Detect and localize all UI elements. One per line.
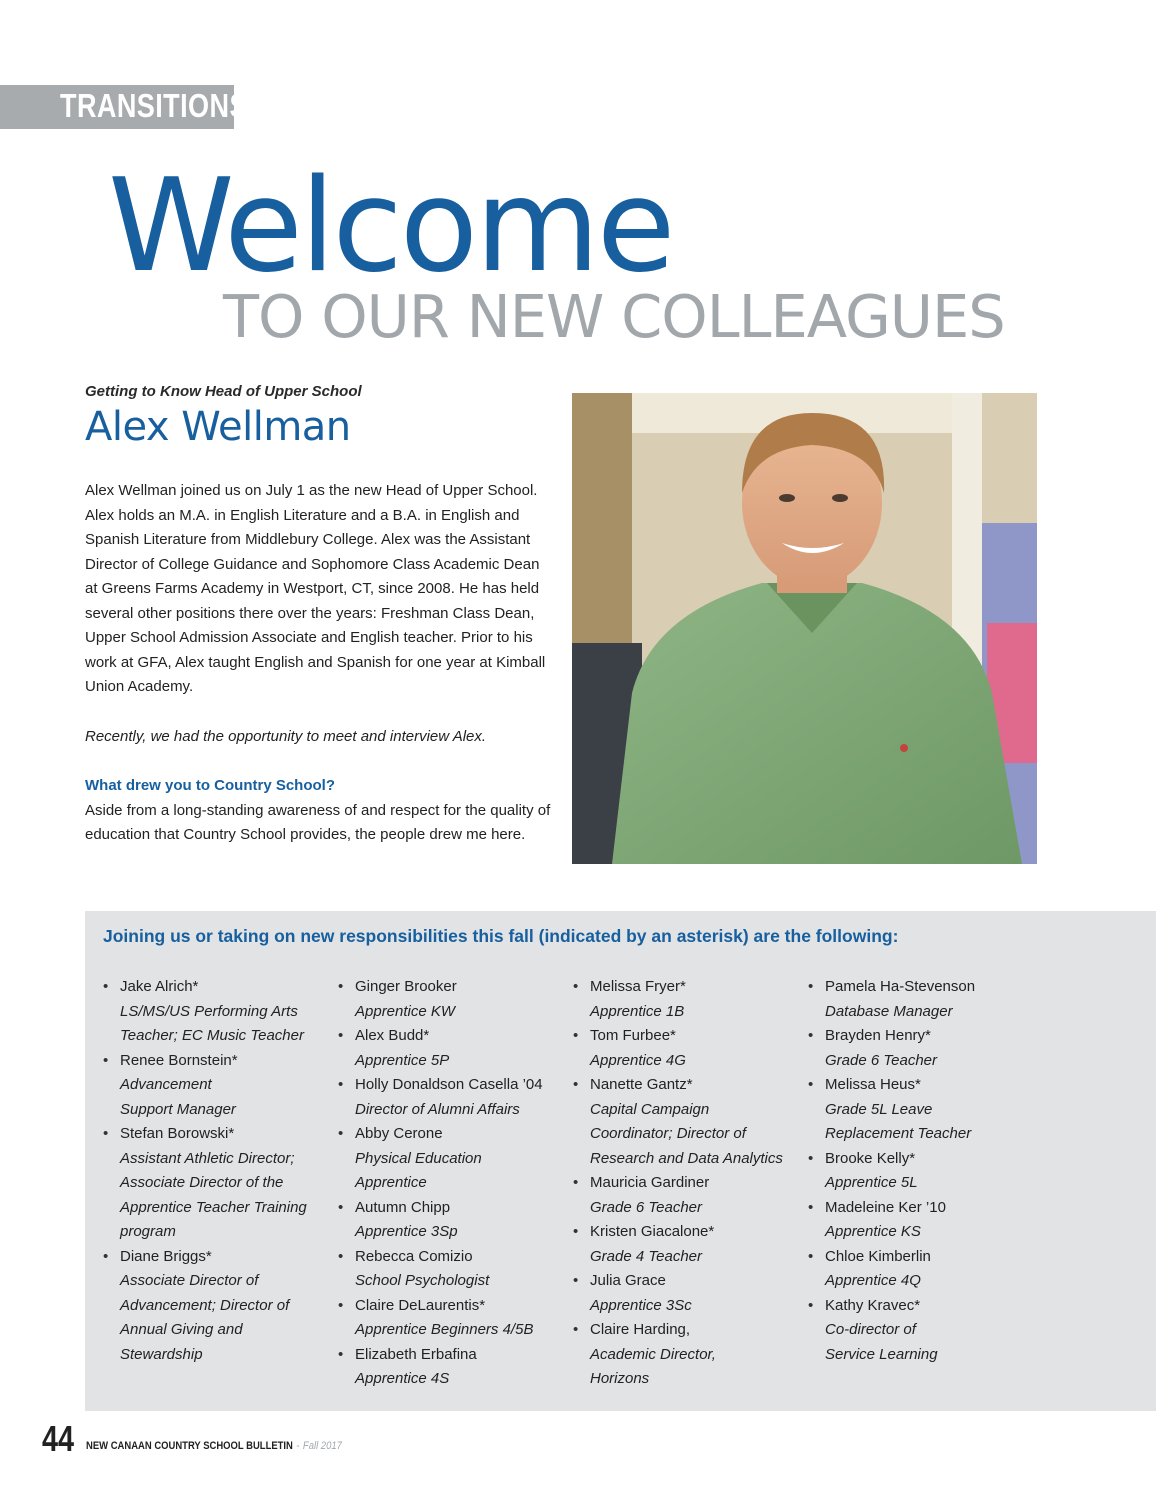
list-item — [338, 1122, 563, 1196]
list-item — [338, 1196, 563, 1245]
colleague-role: Academic Director, Horizons — [590, 1345, 716, 1387]
interview-question: What drew you to Country School? — [85, 777, 335, 794]
colleague-role: Grade 6 Teacher — [590, 1198, 703, 1216]
list-item — [808, 1147, 1033, 1196]
portrait-photo — [572, 393, 1037, 864]
colleagues-column-4 — [808, 975, 1033, 1367]
interview-answer: Aside from a long-standing awareness of and respect for the quality of education that Country School provides, the people drew me here. — [85, 801, 551, 843]
list-item — [573, 1073, 798, 1171]
colleague-role: Apprentice 3Sp — [355, 1223, 458, 1240]
list-item — [808, 1196, 1033, 1245]
list-item — [338, 1294, 563, 1343]
colleague-role: Director of Alumni Affairs — [355, 1100, 520, 1118]
page-number: 44 — [42, 1418, 75, 1459]
list-item — [103, 975, 328, 1049]
colleague-name: • Jake Alrich* — [120, 978, 199, 995]
list-item — [573, 1318, 798, 1392]
list-item — [103, 1245, 328, 1368]
colleague-name: • Stefan Borowski* — [120, 1125, 235, 1142]
colleague-name: • Diane Briggs* — [120, 1247, 212, 1265]
colleague-role: Apprentice 5P — [355, 1051, 450, 1069]
list-item — [338, 1024, 563, 1073]
section-tab — [0, 85, 248, 129]
colleague-role: Grade 4 Teacher — [590, 1247, 703, 1265]
colleague-name: • Chloe Kimberlin — [825, 1247, 931, 1265]
colleagues-column-2 — [338, 975, 563, 1392]
portrait-illustration — [572, 393, 1037, 864]
publication-line — [86, 1440, 342, 1452]
colleague-role: LS/MS/US Performing Arts Teacher; EC Music Teacher — [120, 1002, 304, 1044]
colleague-role: Apprentice KW — [355, 1002, 456, 1020]
footer-separator: - — [296, 1440, 300, 1452]
colleague-name: • Holly Donaldson Casella ’04 — [355, 1076, 543, 1093]
list-item — [808, 1073, 1033, 1147]
colleague-role: Apprentice 4G — [590, 1051, 686, 1069]
publication-name: NEW CANAAN COUNTRY SCHOOL BULLETIN — [86, 1440, 293, 1452]
colleague-name: • Nanette Gantz* — [590, 1076, 693, 1093]
colleague-name: • Kristen Giacalone* — [590, 1223, 715, 1240]
colleagues-panel — [85, 911, 1156, 1411]
bio-paragraph: Alex Wellman joined us on July 1 as the new Head of Upper School. Alex holds an M.A. in English Literature and a B.A. in English and Spanish Literature from Middlebury College. Alex was the Assistant Director of College Guidance and Sophomore Class Academic Dean at Greens Farms Academy in Westport, CT, since 2008. He has held several other positions there over the years: Freshman Class Dean, Upper School Admission Associate and English teacher. Prior to his work at GFA, Alex taught English and Spanish for one year at Kimball Union Academy. — [85, 482, 546, 695]
list-item — [338, 975, 563, 1024]
hero-title: Welcome — [108, 152, 673, 301]
section-label: TRANSITIONS — [60, 87, 248, 124]
colleagues-column-1 — [103, 975, 328, 1367]
list-item — [808, 1245, 1033, 1294]
list-item — [103, 1049, 328, 1123]
colleague-role: Associate Director of Advancement; Director of Annual Giving and Stewardship — [120, 1272, 290, 1363]
colleague-name: • Brooke Kelly* — [825, 1149, 916, 1167]
colleague-name: • Mauricia Gardiner — [590, 1174, 710, 1191]
colleague-role: Apprentice Beginners 4/5B — [355, 1321, 534, 1338]
list-item — [808, 975, 1033, 1024]
list-item — [103, 1122, 328, 1245]
issue-date: Fall 2017 — [302, 1440, 342, 1452]
colleague-role: Physical Education Apprentice — [355, 1149, 482, 1191]
colleague-role: School Psychologist — [355, 1272, 490, 1289]
feature-name: Alex Wellman — [85, 404, 351, 450]
colleague-role: Apprentice KS — [825, 1223, 921, 1240]
colleague-role: Advancement Support Manager — [120, 1076, 236, 1118]
colleague-name: • Ginger Brooker — [355, 978, 457, 995]
colleague-name: • Kathy Kravec* — [825, 1296, 921, 1314]
list-item — [808, 1024, 1033, 1073]
colleague-name: • Renee Bornstein* — [120, 1051, 238, 1069]
colleague-role: Apprentice 4Q — [825, 1272, 921, 1289]
list-item — [338, 1073, 563, 1122]
colleague-role: Grade 6 Teacher — [825, 1051, 938, 1069]
colleague-name: • Tom Furbee* — [590, 1027, 676, 1044]
colleague-role: Grade 5L Leave Replacement Teacher — [825, 1100, 972, 1142]
colleagues-column-3 — [573, 975, 798, 1392]
colleague-role: Apprentice 4S — [355, 1370, 450, 1387]
colleague-name: • Melissa Heus* — [825, 1076, 921, 1093]
hero-subtitle: TO OUR NEW COLLEAGUES — [223, 282, 1005, 351]
colleague-name: • Claire Harding, — [590, 1321, 691, 1338]
colleague-role: Assistant Athletic Director; Associate Director of the Apprentice Teacher Training program — [120, 1149, 307, 1240]
colleague-name: • Brayden Henry* — [825, 1027, 931, 1044]
list-item — [573, 975, 798, 1024]
list-item — [573, 1269, 798, 1318]
colleague-name: • Elizabeth Erbafina — [355, 1345, 477, 1363]
colleague-role: Co-director of Service Learning — [825, 1321, 938, 1363]
list-item — [573, 1171, 798, 1220]
colleague-name: • Autumn Chipp — [355, 1198, 451, 1216]
colleagues-heading: Joining us or taking on new responsibilities this fall (indicated by an asterisk) are the following: — [103, 926, 899, 946]
colleague-role: Apprentice 3Sc — [590, 1296, 692, 1314]
colleague-name: • Melissa Fryer* — [590, 978, 686, 995]
colleague-role: Apprentice 5L — [825, 1174, 918, 1191]
colleague-name: • Rebecca Comizio — [355, 1247, 473, 1265]
colleague-name: • Abby Cerone — [355, 1125, 443, 1142]
colleague-name: • Pamela Ha-Stevenson — [825, 978, 976, 995]
colleague-name: • Madeleine Ker ’10 — [825, 1198, 946, 1216]
colleague-role: Database Manager — [825, 1002, 953, 1020]
colleague-name: • Claire DeLaurentis* — [355, 1296, 486, 1314]
list-item — [338, 1343, 563, 1392]
feature-kicker: Getting to Know Head of Upper School — [85, 383, 362, 400]
colleague-name: • Julia Grace — [590, 1272, 666, 1289]
colleague-role: Apprentice 1B — [590, 1002, 685, 1020]
colleague-role: Capital Campaign Coordinator; Director of Research and Data Analytics — [590, 1100, 783, 1167]
list-item — [573, 1220, 798, 1269]
feature-body — [85, 479, 555, 873]
list-item — [808, 1294, 1033, 1368]
colleague-name: • Alex Budd* — [355, 1027, 430, 1044]
interview-intro: Recently, we had the opportunity to meet and interview Alex. — [85, 727, 487, 745]
list-item — [573, 1024, 798, 1073]
list-item — [338, 1245, 563, 1294]
